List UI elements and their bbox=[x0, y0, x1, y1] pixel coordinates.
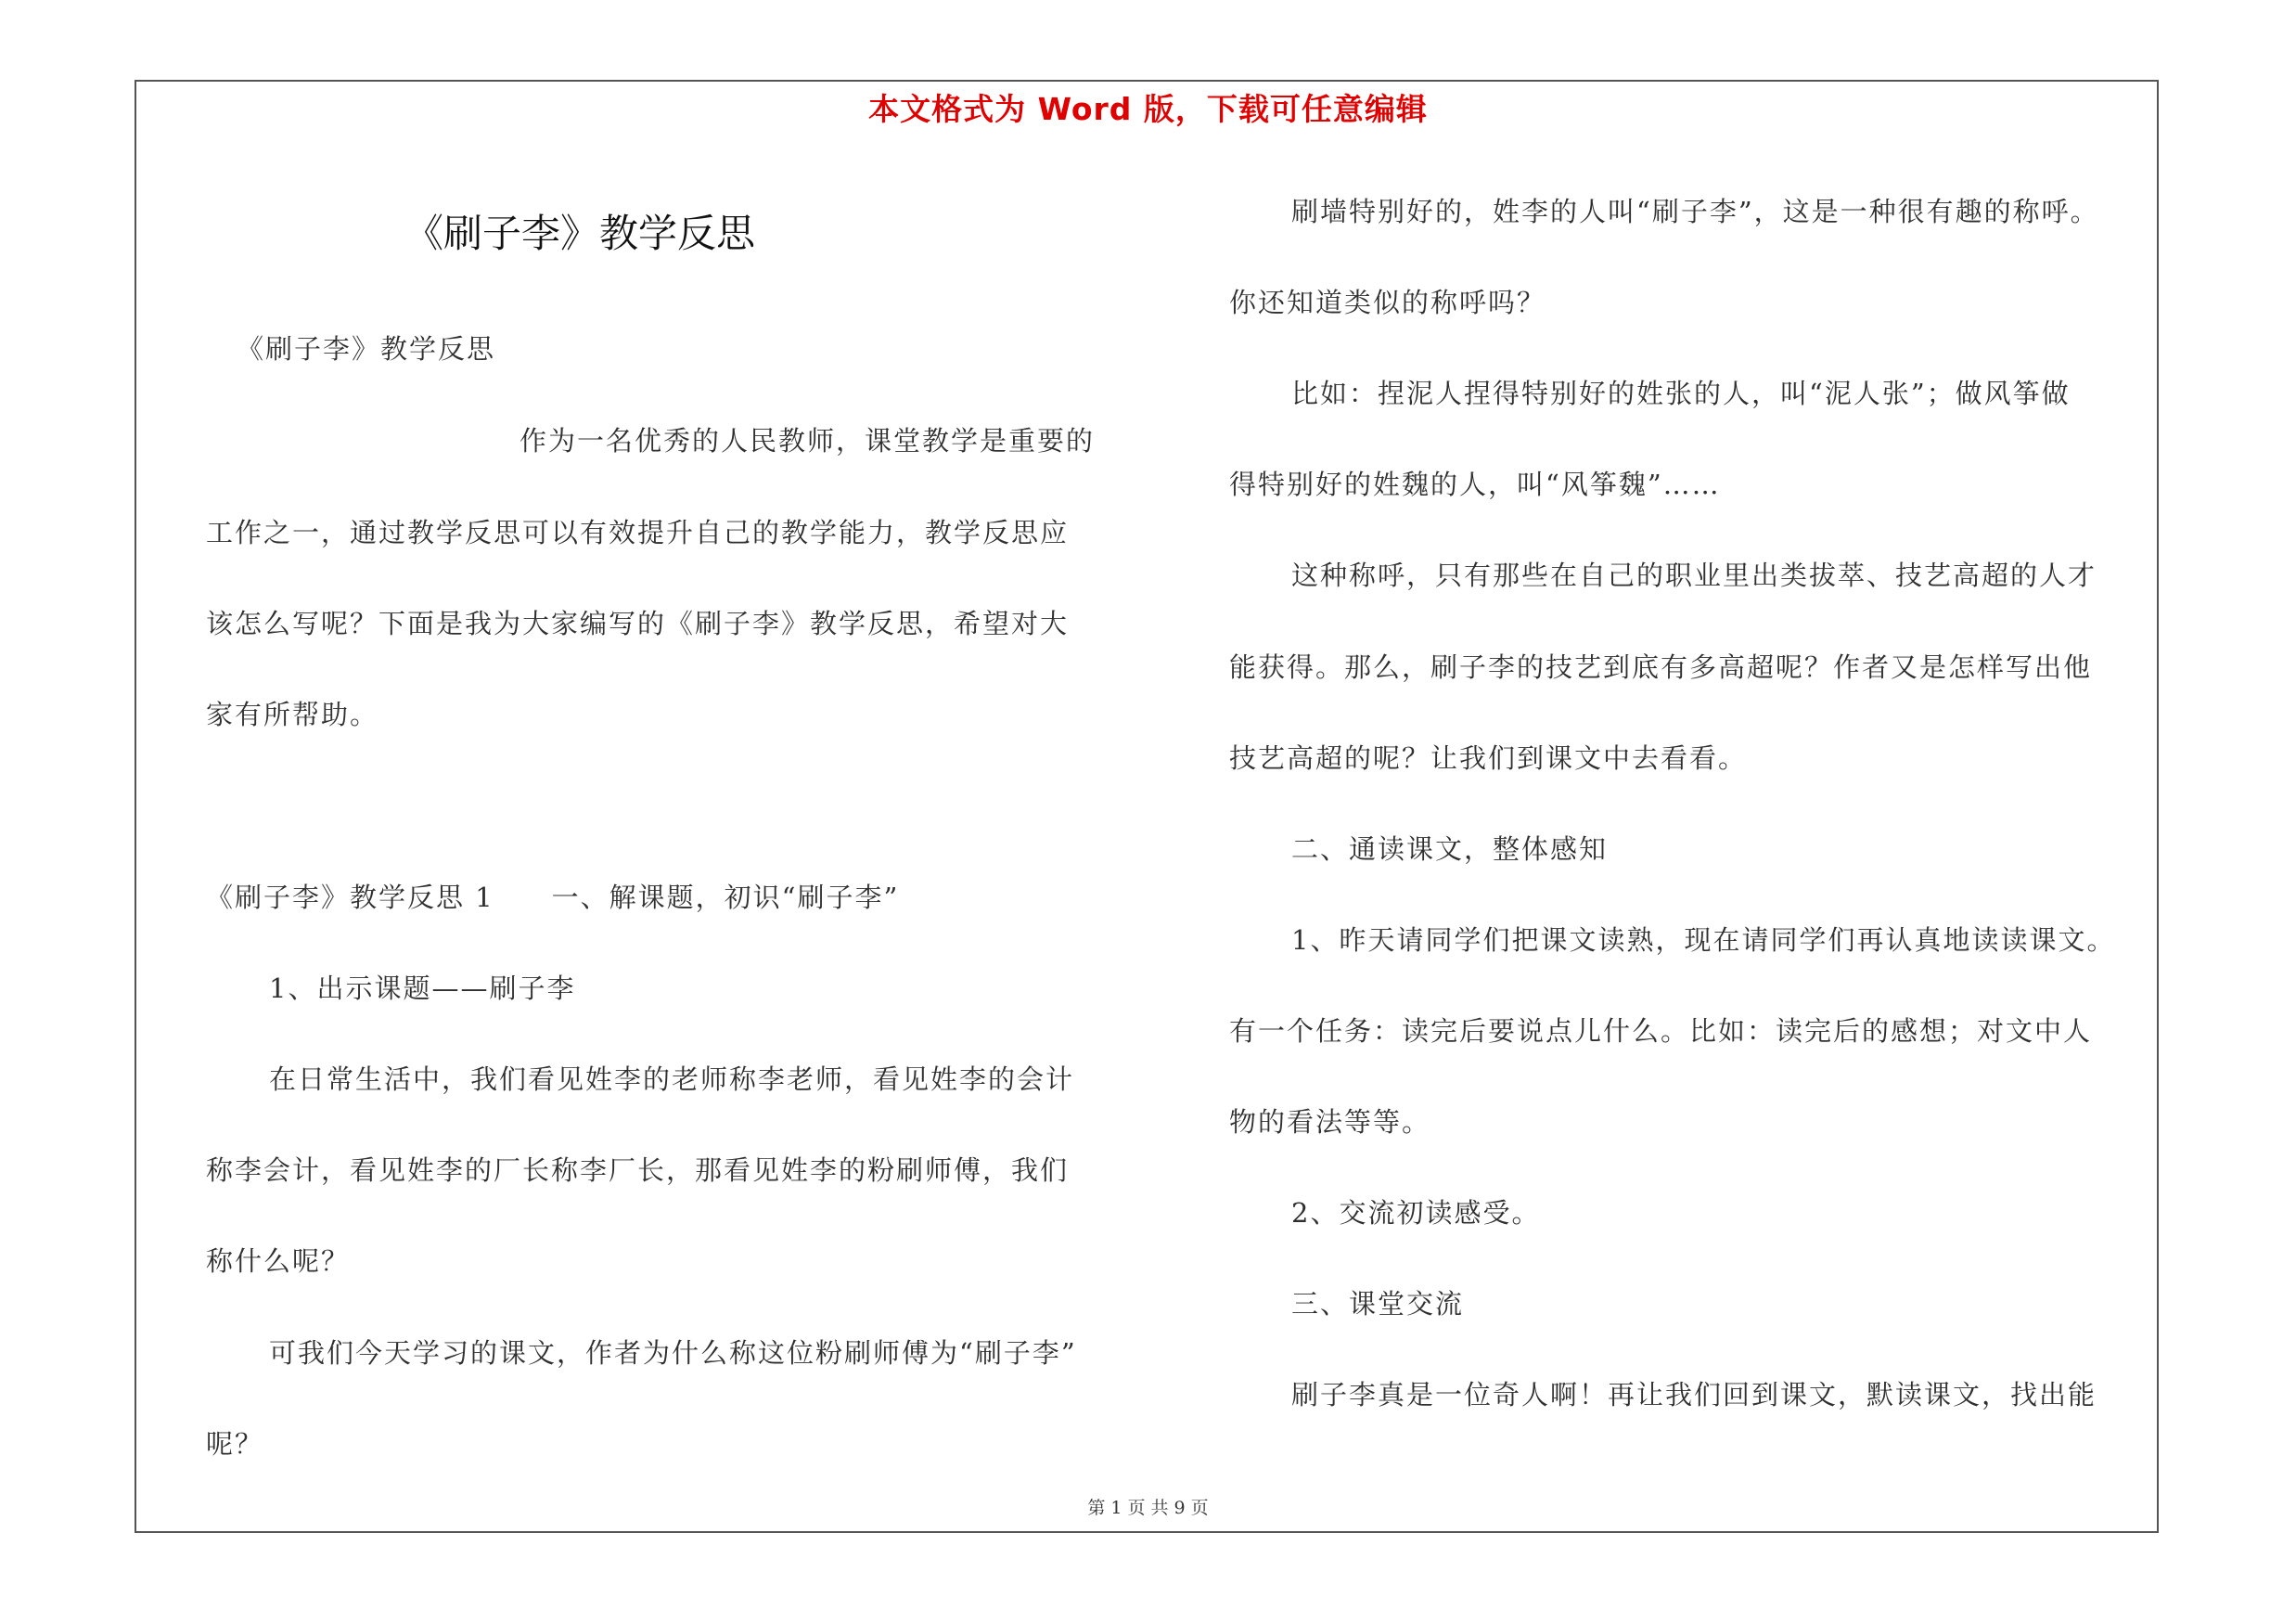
document-title: 《刷子李》教学反思 bbox=[404, 211, 755, 256]
right-line-10: 有一个任务：读完后要说点儿什么。比如：读完后的感想；对文中人 bbox=[1229, 1015, 2093, 1047]
right-line-4: 得特别好的姓魏的人，叫“风筝魏”…… bbox=[1229, 469, 1721, 500]
left-line-intro-3: 该怎么写呢？下面是我为大家编写的《刷子李》教学反思，希望对大 bbox=[206, 608, 1070, 639]
right-line-1: 刷墙特别好的，姓李的人叫“刷子李”，这是一种很有趣的称呼。 bbox=[1291, 196, 2099, 227]
right-line-6: 能获得。那么，刷子李的技艺到底有多高超呢？作者又是怎样写出他 bbox=[1229, 651, 2093, 683]
left-line-intro-4: 家有所帮助。 bbox=[206, 699, 379, 730]
right-line-7: 技艺高超的呢？让我们到课文中去看看。 bbox=[1229, 742, 1748, 774]
right-line-9: 1、昨天请同学们把课文读熟，现在请同学们再认真地读读课文。 bbox=[1291, 924, 2116, 956]
page-footer: 第 1 页 共 9 页 bbox=[1087, 1498, 1209, 1518]
right-line-12: 2、交流初读感受。 bbox=[1291, 1197, 1541, 1229]
left-line-para-5: 呢？ bbox=[206, 1428, 264, 1460]
right-line-11: 物的看法等等。 bbox=[1229, 1106, 1431, 1138]
left-line-intro-2: 工作之一，通过教学反思可以有效提升自己的教学能力，教学反思应 bbox=[206, 517, 1070, 548]
left-line-para-4: 可我们今天学习的课文，作者为什么称这位粉刷师傅为“刷子李” bbox=[269, 1337, 1077, 1369]
format-banner: 本文格式为 Word 版，下载可任意编辑 bbox=[868, 91, 1428, 127]
left-line-section-1: 《刷子李》教学反思 1 一、解课题，初识“刷子李” bbox=[206, 882, 900, 913]
left-line-intro-1: 作为一名优秀的人民教师，课堂教学是重要的 bbox=[519, 425, 1096, 457]
right-line-section-3: 三、课堂交流 bbox=[1291, 1288, 1465, 1320]
right-line-section-2: 二、通读课文，整体感知 bbox=[1291, 833, 1609, 865]
left-line-para-1: 在日常生活中，我们看见姓李的老师称李老师，看见姓李的会计 bbox=[269, 1063, 1075, 1095]
left-line-subtitle: 《刷子李》教学反思 bbox=[237, 333, 496, 365]
right-line-3: 比如：捏泥人捏得特别好的姓张的人，叫“泥人张”；做风筝做 bbox=[1291, 378, 2071, 409]
left-line-item-1: 1、出示课题——刷子李 bbox=[269, 973, 576, 1004]
left-line-para-2: 称李会计，看见姓李的厂长称李厂长，那看见姓李的粉刷师傅，我们 bbox=[206, 1154, 1070, 1186]
left-line-para-3: 称什么呢？ bbox=[206, 1245, 351, 1277]
right-line-14: 刷子李真是一位奇人啊！再让我们回到课文，默读课文，找出能 bbox=[1291, 1379, 2097, 1410]
right-line-2: 你还知道类似的称呼吗？ bbox=[1229, 287, 1546, 318]
right-line-5: 这种称呼，只有那些在自己的职业里出类拔萃、技艺高超的人才 bbox=[1291, 560, 2097, 591]
